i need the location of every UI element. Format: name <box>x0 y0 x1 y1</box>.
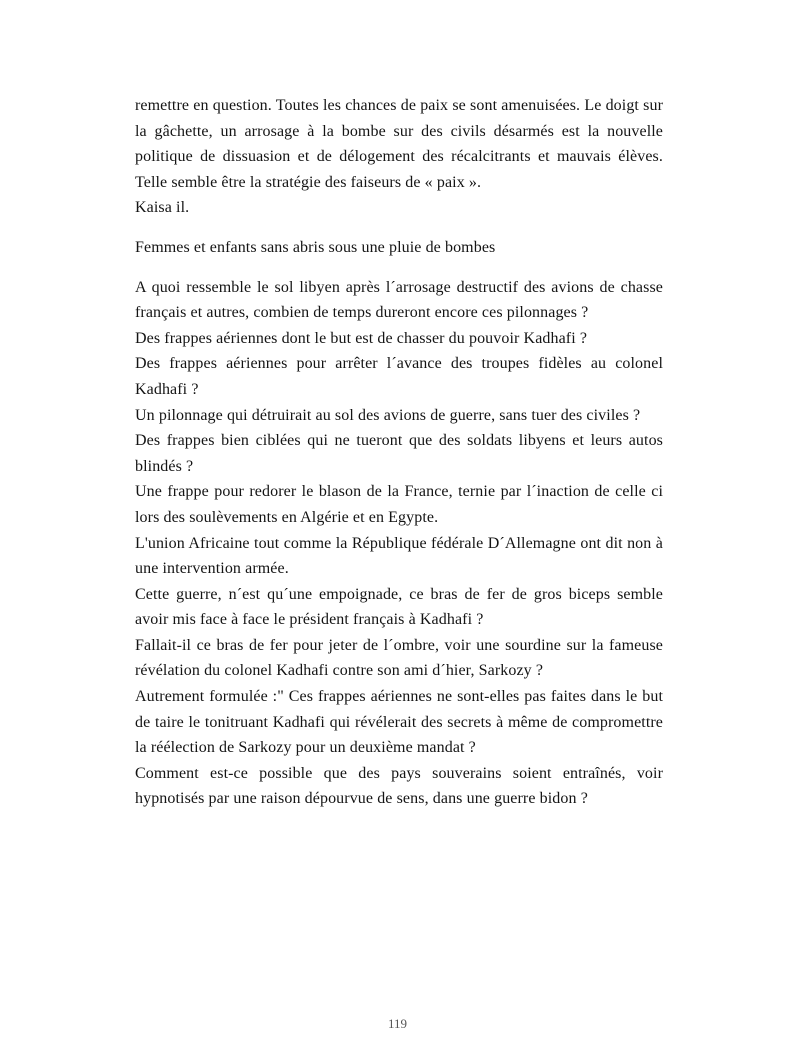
paragraph: remettre en question. Toutes les chances de paix se sont amenuisées. Le doigt sur la gâchette, un arrosage à la bombe sur des civils désarmés est la nouvelle politique de dissuasion et de délogement des récalcitrants et mauvais élèves. Telle semble être la stratégie des faiseurs de « paix ». <box>135 97 663 191</box>
paragraph: Comment est-ce possible que des pays souverains soient entraînés, voir hypnotisés par une raison dépourvue de sens, dans une guerre bidon ? <box>135 764 663 808</box>
paragraph: Des frappes bien ciblées qui ne tueront que des soldats libyens et leurs autos blindés ? <box>135 432 663 475</box>
paragraph: Des frappes aériennes pour arrêter l´avance des troupes fidèles au colonel Kadhafi ? <box>135 355 663 398</box>
paragraph: Kaisa il. <box>135 199 190 217</box>
paragraph: Autrement formulée :" Ces frappes aériennes ne sont-elles pas faites dans le but de taire le tonitruant Kadhafi qui révélerait des secrets à même de compromettre la réélection de Sarkozy pour un deuxième mandat ? <box>135 688 663 757</box>
page-number: 119 <box>387 1016 408 1031</box>
paragraph: Une frappe pour redorer le blason de la France, ternie par l´inaction de celle ci lors des soulèvements en Algérie et en Egypte. <box>135 483 663 526</box>
paragraph: Des frappes aériennes dont le but est de chasser du pouvoir Kadhafi ? <box>135 329 588 347</box>
section-heading: Femmes et enfants sans abris sous une pluie de bombes <box>135 238 496 256</box>
paragraph: Un pilonnage qui détruirait au sol des avions de guerre, sans tuer des civiles ? <box>135 406 641 424</box>
paragraph: A quoi ressemble le sol libyen après l´arrosage destructif des avions de chasse français et autres, combien de temps dureront encore ces pilonnages ? <box>135 278 663 322</box>
text-body <box>135 93 663 812</box>
paragraph: L'union Africaine tout comme la République fédérale D´Allemagne ont dit non à une intervention armée. <box>135 534 663 578</box>
paragraph: Cette guerre, n´est qu´une empoignade, ce bras de fer de gros biceps semble avoir mis face à face le président français à Kadhafi ? <box>135 585 663 629</box>
paragraph: Fallait-il ce bras de fer pour jeter de l´ombre, voir une sourdine sur la fameuse révélation du colonel Kadhafi contre son ami d´hier, Sarkozy ? <box>135 636 663 680</box>
